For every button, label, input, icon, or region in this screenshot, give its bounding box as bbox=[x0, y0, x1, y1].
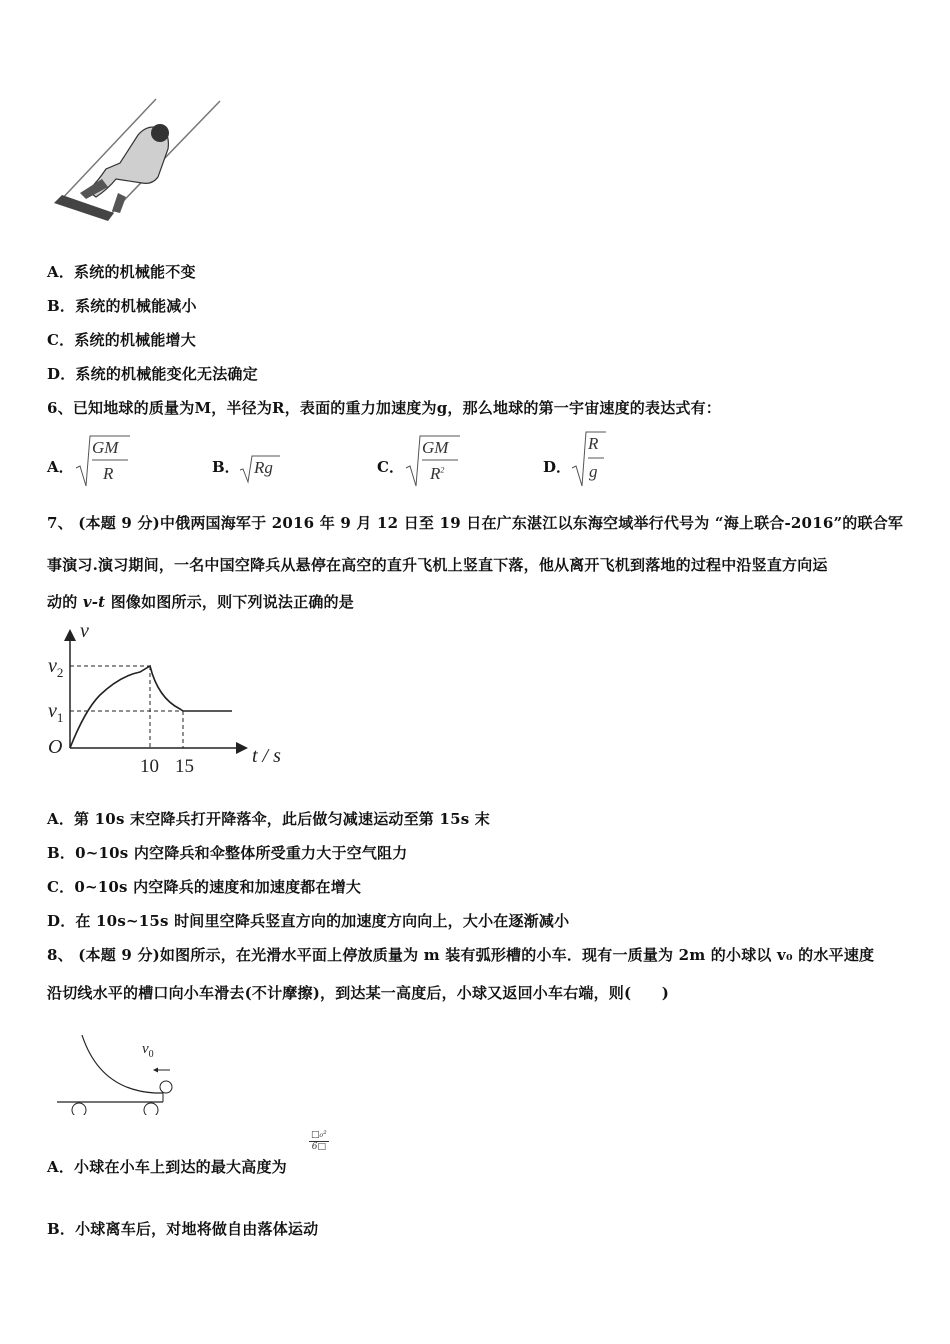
q8-stem-line2: 沿切线水平的槽口向小车滑去(不计摩擦)，到达某一高度后，小球又返回小车右端，则( ) bbox=[47, 984, 669, 1002]
q7-stem-line2: 事演习.演习期间，一名中国空降兵从悬停在高空的直升飞机上竖直下落，他从离开飞机到落地的过程中沿竖直方向运 bbox=[47, 556, 828, 574]
ball bbox=[160, 1081, 172, 1093]
q6-c-denominator: R bbox=[430, 464, 441, 483]
q7-option-a: A．第 10s 末空降兵打开降落伞，此后做匀减速运动至第 15s 末 bbox=[47, 810, 490, 828]
tick-15: 15 bbox=[175, 756, 194, 777]
q5-option-b: B．系统的机械能减小 bbox=[47, 297, 197, 315]
q8-stem-line1: 8、 (本题 9 分)如图所示，在光滑水平面上停放质量为 m 装有弧形槽的小车．现有一质量为 2m 的小球以 v₀ 的水平速度 bbox=[47, 946, 875, 964]
q7-stem-line1: 7、 (本题 9 分)中俄两国海军于 2016 年 9 月 12 日至 19 日在广东湛江以东海空域举行代号为 “海上联合-2016”的联合军 bbox=[47, 514, 904, 532]
q8-option-a: A．小球在小车上到达的最大高度为 bbox=[47, 1158, 287, 1176]
swing-illustration bbox=[48, 95, 228, 225]
q6-stem: 6、已知地球的质量为M，半径为R，表面的重力加速度为g，那么地球的第一宇宙速度的表达式有： bbox=[47, 399, 721, 417]
q6-option-a-label: A． bbox=[47, 458, 74, 476]
v1-label: 1 bbox=[56, 710, 64, 725]
q5-option-a: A．系统的机械能不变 bbox=[47, 263, 196, 281]
max-height-fraction: □₀² 6□ bbox=[311, 1130, 327, 1152]
origin-label: O bbox=[48, 736, 63, 758]
velocity-curve bbox=[70, 666, 232, 748]
axis-label-t: t / s bbox=[252, 745, 281, 767]
q5-option-d: D．系统的机械能变化无法确定 bbox=[47, 365, 258, 383]
q6-option-c-label: C． bbox=[377, 458, 404, 476]
tick-10: 10 bbox=[140, 756, 159, 777]
q8-option-b: B．小球离车后，对地将做自由落体运动 bbox=[47, 1220, 319, 1238]
q7-option-b: B．0~10s 内空降兵和伞整体所受重力大于空气阻力 bbox=[47, 844, 408, 862]
q6-a-denominator: R bbox=[103, 464, 114, 483]
q7-option-c: C．0~10s 内空降兵的速度和加速度都在增大 bbox=[47, 878, 362, 896]
q7-option-d: D．在 10s~15s 时间里空降兵竖直方向的加速度方向向上，大小在逐渐减小 bbox=[47, 912, 570, 930]
q6-option-b-label: B． bbox=[212, 458, 240, 476]
q6-c-numerator: GM bbox=[422, 438, 449, 457]
q6-d-numerator: R bbox=[588, 434, 599, 453]
axis-label-v: v bbox=[80, 620, 89, 642]
q6-a-numerator: GM bbox=[92, 438, 119, 457]
v2-label: 2 bbox=[56, 665, 64, 680]
q6-c-exponent: 2 bbox=[440, 465, 445, 475]
v0-label: 0 bbox=[148, 1049, 154, 1060]
cart-diagram bbox=[45, 1015, 205, 1115]
q5-option-c: C．系统的机械能增大 bbox=[47, 331, 196, 349]
q6-d-denominator: g bbox=[589, 462, 598, 481]
q6-option-d-label: D． bbox=[543, 458, 572, 476]
q7-stem-line3: 动的 v-t 图像如图所示，则下列说法正确的是 bbox=[47, 593, 354, 611]
q6-b-expression: Rg bbox=[254, 458, 273, 477]
